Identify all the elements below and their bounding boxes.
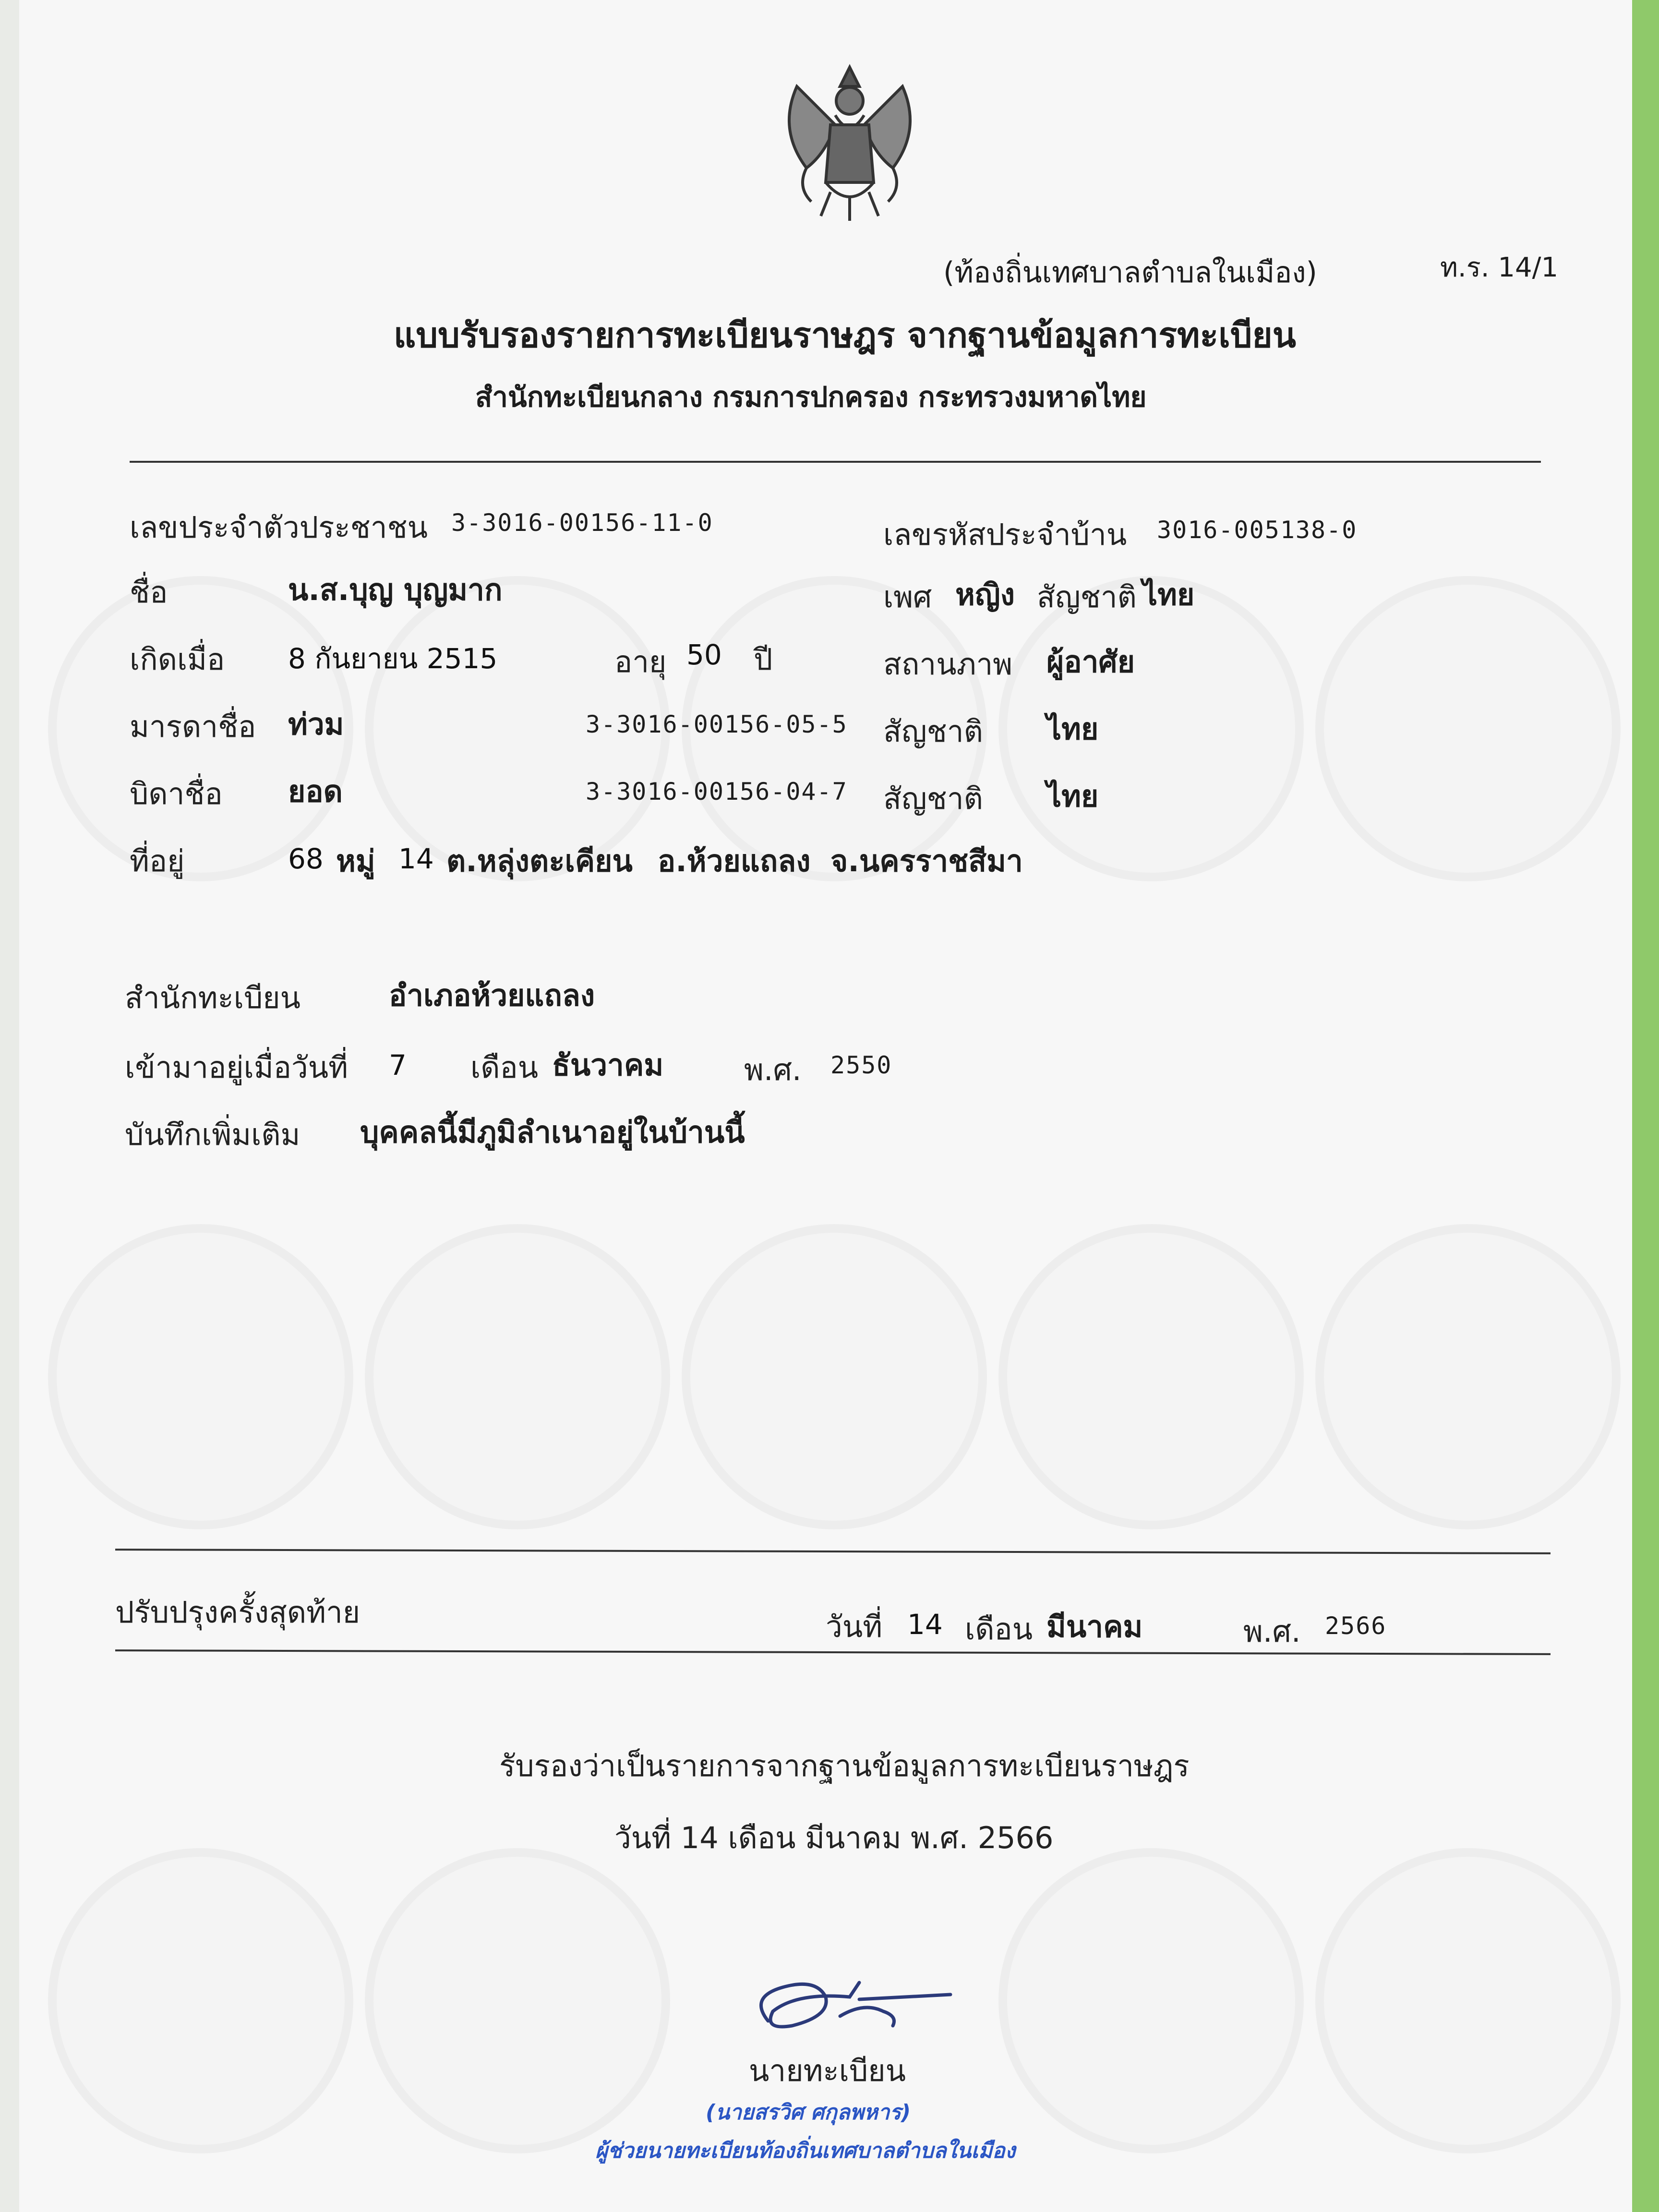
father-label: บิดาชื่อ <box>130 776 223 811</box>
document-subtitle: สำนักทะเบียนกลาง กรมการปกครอง กระทรวงมหาดไทย <box>475 381 1147 413</box>
house-label: เลขรหัสประจำบ้าน <box>883 517 1127 552</box>
id-label: เลขประจำตัวประชาชน <box>130 510 428 545</box>
watermark-seal <box>48 1224 353 1529</box>
update-month: มีนาคม <box>1046 1609 1143 1644</box>
sex-label: เพศ <box>883 579 932 614</box>
father-id: 3-3016-00156-04-7 <box>586 778 848 805</box>
watermark-seal <box>365 1224 670 1529</box>
note-value: บุคคลนี้มีภูมิลำเนาอยู่ในบ้านนี้ <box>360 1115 745 1150</box>
name-label: ชื่อ <box>130 575 168 610</box>
father-nationality-label: สัญชาติ <box>883 781 983 816</box>
name-value: น.ส.บุญ บุญมาก <box>288 572 503 607</box>
moved-month-label: เดือน <box>470 1050 539 1085</box>
address-number: 68 <box>288 842 324 875</box>
watermark-seal <box>998 1224 1304 1529</box>
update-year-label: พ.ศ. <box>1243 1614 1301 1649</box>
born-value: 8 กันยายน 2515 <box>288 642 498 675</box>
update-year: 2566 <box>1325 1612 1387 1640</box>
watermark-seal <box>1315 1848 1621 2153</box>
watermark-seal <box>998 1848 1304 2153</box>
update-day-label: วันที่ <box>826 1609 883 1644</box>
office-value: อำเภอห้วยแถลง <box>389 978 595 1013</box>
age-label: อายุ <box>614 644 667 679</box>
stamp-position: ผู้ช่วยนายทะเบียนท้องถิ่นเทศบาลตำบลในเมือง <box>595 2139 1016 2163</box>
locality-label: (ท้องถิ่นเทศบาลตำบลในเมือง) <box>943 256 1317 289</box>
form-code: ท.ร. 14/1 <box>1440 252 1559 283</box>
father-nationality: ไทย <box>1046 779 1099 814</box>
watermark-seal <box>48 1848 353 2153</box>
certification-text: รับรองว่าเป็นรายการจากฐานข้อมูลการทะเบียนราษฎร <box>499 1748 1190 1783</box>
moved-year: 2550 <box>830 1051 892 1079</box>
garuda-emblem-icon <box>768 58 931 226</box>
age-value: 50 <box>686 638 722 671</box>
mother-name: ท่วม <box>288 707 344 742</box>
divider-top <box>130 461 1541 463</box>
address-province: จ.นครราชสีมา <box>830 843 1023 878</box>
watermark-seal <box>682 1224 987 1529</box>
document-title: แบบรับรองรายการทะเบียนราษฎร จากฐานข้อมูลการทะเบียน <box>394 315 1296 355</box>
moved-year-label: พ.ศ. <box>744 1052 802 1087</box>
moved-label: เข้ามาอยู่เมื่อวันที่ <box>125 1050 348 1085</box>
moved-month: ธันวาคม <box>552 1047 664 1082</box>
mother-nationality-label: สัญชาติ <box>883 714 983 749</box>
divider-update-top <box>115 1549 1551 1554</box>
watermark-seal <box>1315 576 1621 881</box>
office-label: สำนักทะเบียน <box>125 980 301 1015</box>
nationality-value: ไทย <box>1142 577 1195 612</box>
update-label: ปรับปรุงครั้งสุดท้าย <box>115 1595 361 1630</box>
update-day: 14 <box>907 1608 943 1641</box>
nationality-label: สัญชาติ <box>1037 579 1137 614</box>
address-moo-label: หมู่ <box>336 843 375 878</box>
mother-id: 3-3016-00156-05-5 <box>586 710 848 738</box>
registrar-signature-icon <box>739 1968 979 2045</box>
address-amphoe: อ.ห้วยแถลง <box>658 843 811 878</box>
certification-date: วันที่ 14 เดือน มีนาคม พ.ศ. 2566 <box>614 1820 1054 1855</box>
sex-value: หญิง <box>955 577 1015 612</box>
father-name: ยอด <box>288 774 343 809</box>
address-moo: 14 <box>398 842 434 875</box>
stamp-name: (นายสรวิศ ศกุลพหาร) <box>706 2100 911 2125</box>
address-tambon: ต.หลุ่งตะเคียน <box>446 843 633 878</box>
age-unit: ปี <box>754 642 773 677</box>
document-paper <box>19 0 1632 2212</box>
mother-label: มารดาชื่อ <box>130 709 256 744</box>
status-label: สถานภาพ <box>883 647 1013 682</box>
house-value: 3016-005138-0 <box>1157 516 1358 544</box>
registrar-title: นายทะเบียน <box>749 2053 906 2088</box>
watermark-seal <box>1315 1224 1621 1529</box>
update-month-label: เดือน <box>965 1611 1033 1647</box>
mother-nationality: ไทย <box>1046 711 1099 746</box>
born-label: เกิดเมื่อ <box>130 642 225 677</box>
watermark-seal <box>998 576 1304 881</box>
status-value: ผู้อาศัย <box>1046 644 1135 679</box>
note-label: บันทึกเพิ่มเติม <box>125 1117 301 1152</box>
id-value: 3-3016-00156-11-0 <box>451 509 713 537</box>
watermark-seal <box>365 1848 670 2153</box>
moved-day: 7 <box>389 1049 407 1082</box>
address-label: ที่อยู่ <box>130 843 185 878</box>
